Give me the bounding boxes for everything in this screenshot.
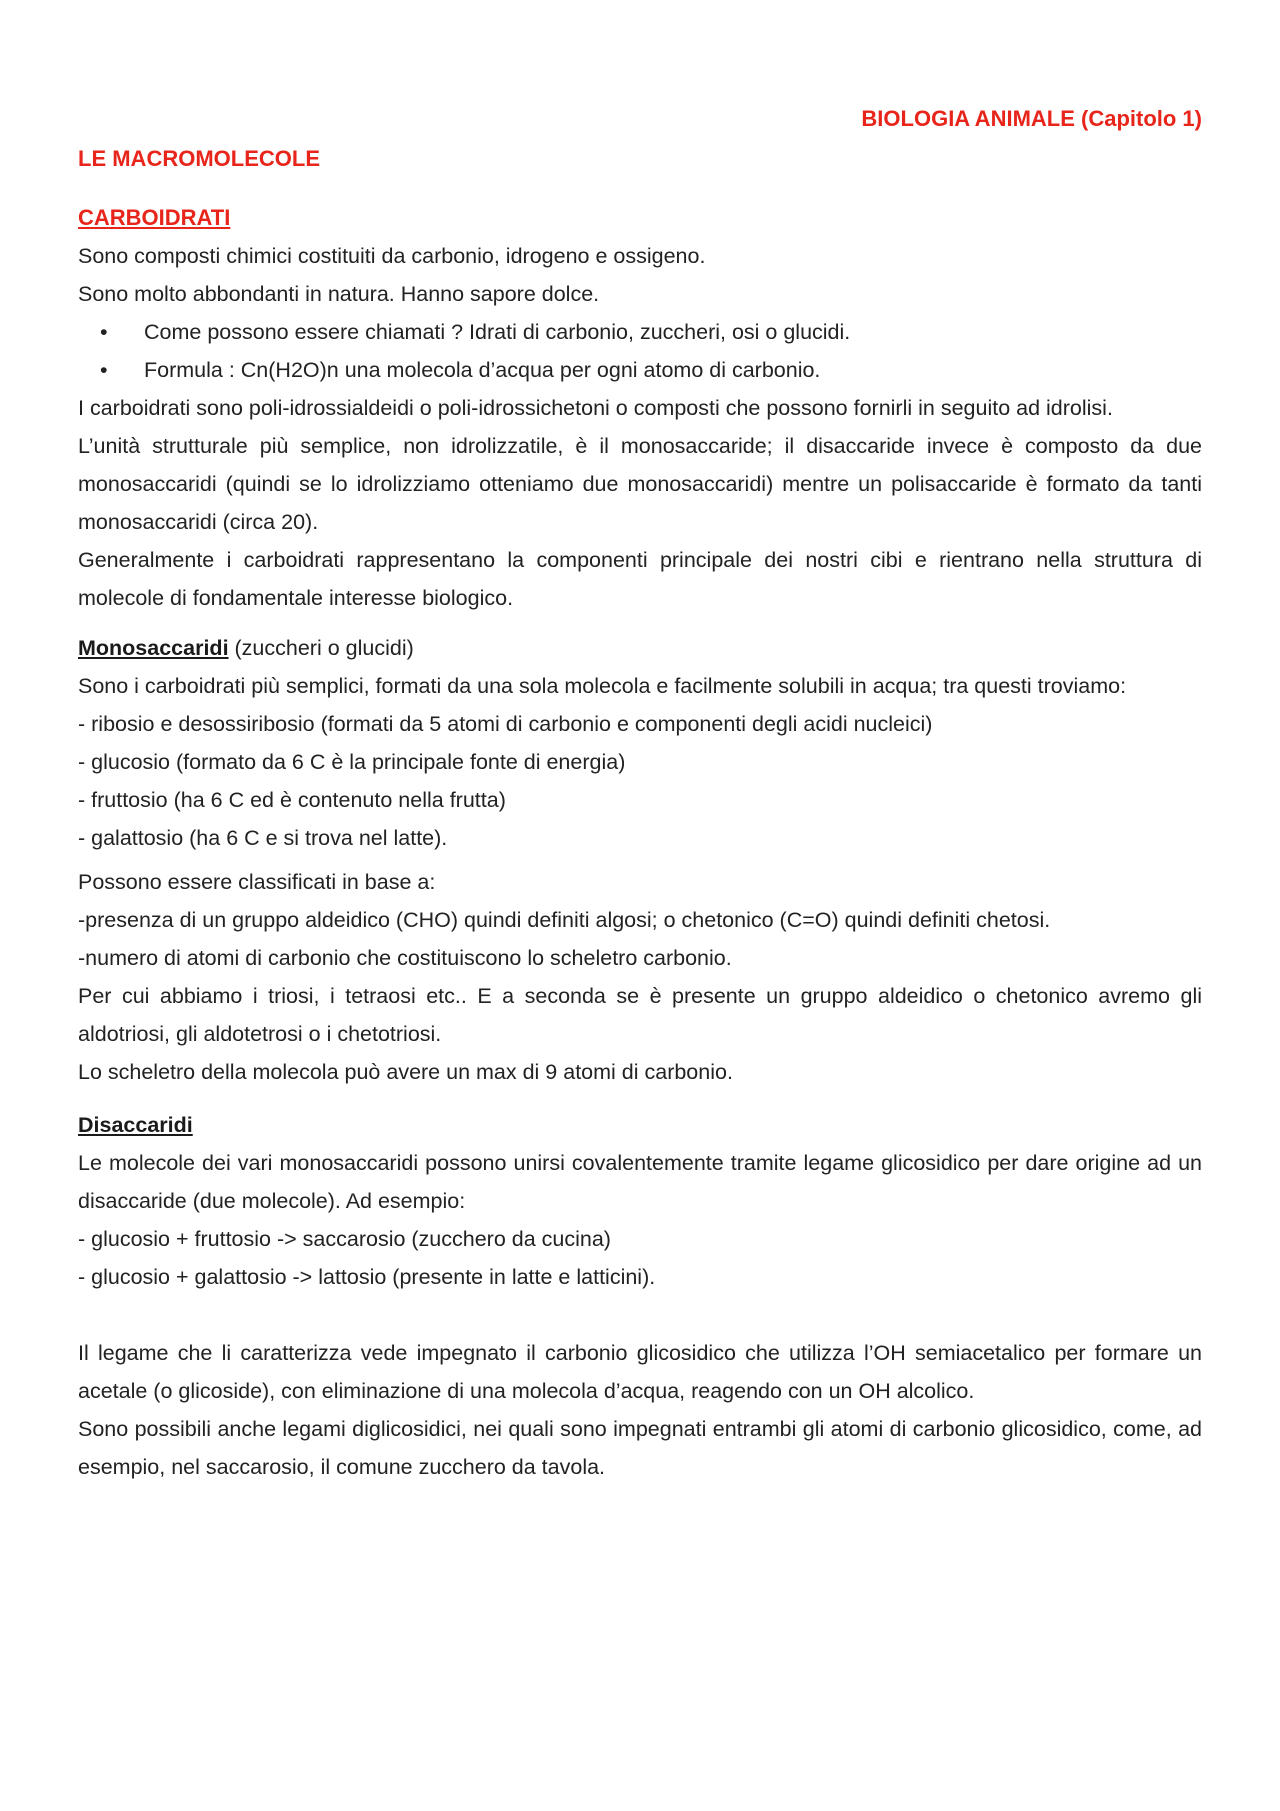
- chapter-title: BIOLOGIA ANIMALE (Capitolo 1): [861, 106, 1202, 131]
- section-disaccaridi: [78, 1106, 1202, 1486]
- carboidrati-bullet-list: [78, 313, 1202, 389]
- bullet-item: [78, 313, 1202, 351]
- spacer: [78, 617, 1202, 629]
- section-heading-carboidrati: CARBOIDRATI: [78, 205, 231, 230]
- carboidrati-paragraph-1: I carboidrati sono poli-idrossialdeidi o poli-idrossichetoni o composti che possono fornirli in seguito ad idrolisi.: [78, 396, 1113, 420]
- section-carboidrati: [78, 199, 1202, 617]
- disaccaridi-paragraph-1: Il legame che li caratterizza vede impegnato il carbonio glicosidico che utilizza l’OH semiacetalico per formare un acetale (o glicoside), con eliminazione di una molecola d’acqua, reagendo con un OH alcolico.: [78, 1341, 1202, 1403]
- classify-item-2: -numero di atomi di carbonio che costituiscono lo scheletro carbonio.: [78, 946, 732, 970]
- document-title: LE MACROMOLECOLE: [78, 146, 320, 171]
- bullet-text: Formula : Cn(H2O)n una molecola d’acqua per ogni atomo di carbonio.: [144, 358, 821, 382]
- monosaccaridi-note: (zuccheri o glucidi): [228, 636, 414, 660]
- monosaccaridi-intro: Sono i carboidrati più semplici, formati da una sola molecola e facilmente solubili in acqua; tra questi troviamo:: [78, 674, 1127, 698]
- carboidrati-paragraph-2: L’unità strutturale più semplice, non idrolizzatile, è il monosaccaride; il disaccaride invece è composto da due monosaccaridi (quindi se lo idrolizziamo otteniamo due monosaccaridi) mentre un polisaccaride è formato da tanti monosaccaridi (circa 20).: [78, 434, 1202, 534]
- classify-item-3: Per cui abbiamo i triosi, i tetraosi etc.. E a seconda se è presente un gruppo aldeidico o chetonico avremo gli aldotriosi, gli aldotetrosi o i chetotriosi.: [78, 984, 1202, 1046]
- subsection-heading-monosaccaridi: [78, 629, 1202, 667]
- disaccaridi-paragraph-2: Sono possibili anche legami diglicosidici, nei quali sono impegnati entrambi gli atomi di carbonio glicosidico, come, ad esempio, nel saccarosio, il comune zucchero da tavola.: [78, 1417, 1202, 1479]
- example-item: - glucosio + fruttosio -> saccarosio (zucchero da cucina): [78, 1227, 611, 1251]
- bullet-icon: •: [100, 320, 108, 344]
- subsection-heading-disaccaridi: Disaccaridi: [78, 1113, 193, 1137]
- classify-item-4: Lo scheletro della molecola può avere un max di 9 atomi di carbonio.: [78, 1060, 733, 1084]
- carboidrati-paragraph-3: Generalmente i carboidrati rappresentano la componenti principale dei nostri cibi e rientrano nella struttura di molecole di fondamentale interesse biologico.: [78, 548, 1202, 610]
- list-item: - glucosio (formato da 6 C è la principale fonte di energia): [78, 750, 626, 774]
- carboidrati-line-2: Sono molto abbondanti in natura. Hanno sapore dolce.: [78, 282, 600, 306]
- disaccaridi-intro: Le molecole dei vari monosaccaridi possono unirsi covalentemente tramite legame glicosidico per dare origine ad un disaccaride (due molecole). Ad esempio:: [78, 1151, 1202, 1213]
- classify-item-1: -presenza di un gruppo aldeidico (CHO) quindi definiti algosi; o chetonico (C=O) quindi definiti chetosi.: [78, 908, 1051, 932]
- bullet-icon: •: [100, 358, 108, 382]
- document-body: [78, 199, 1202, 1486]
- bullet-item: [78, 351, 1202, 389]
- classify-intro: Possono essere classificati in base a:: [78, 870, 436, 894]
- example-item: - glucosio + galattosio -> lattosio (presente in latte e latticini).: [78, 1265, 656, 1289]
- list-item: - galattosio (ha 6 C e si trova nel latte).: [78, 826, 448, 850]
- carboidrati-line-1: Sono composti chimici costituiti da carbonio, idrogeno e ossigeno.: [78, 244, 706, 268]
- section-monosaccaridi: [78, 629, 1202, 1091]
- monosaccaridi-title: Monosaccaridi: [78, 636, 229, 660]
- spacer: [78, 1091, 1202, 1106]
- list-item: - fruttosio (ha 6 C ed è contenuto nella frutta): [78, 788, 506, 812]
- spacer: [78, 1296, 1202, 1334]
- list-item: - ribosio e desossiribosio (formati da 5 atomi di carbonio e componenti degli acidi nucleici): [78, 712, 933, 736]
- bullet-text: Come possono essere chiamati ? Idrati di carbonio, zuccheri, osi o glucidi.: [144, 320, 851, 344]
